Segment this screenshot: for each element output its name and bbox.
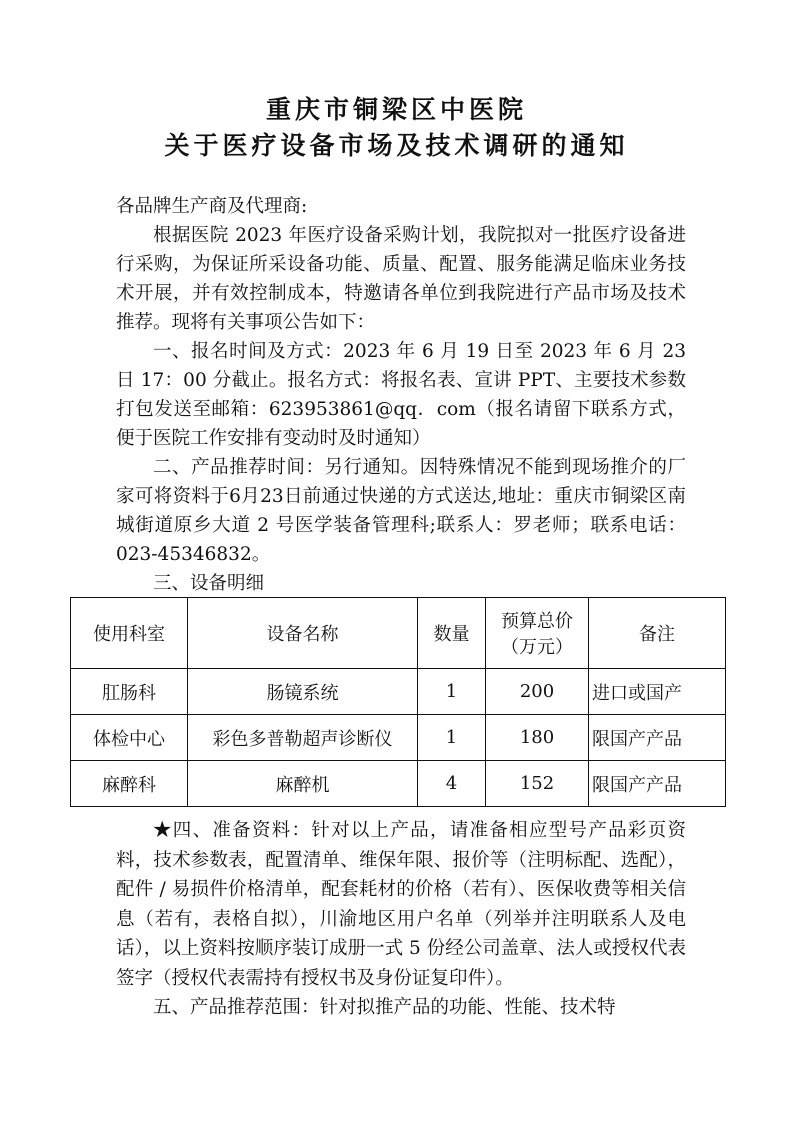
cell-quantity: 1 bbox=[418, 715, 486, 761]
table-row bbox=[71, 715, 726, 761]
table-row bbox=[71, 669, 726, 715]
cell-budget: 200 bbox=[486, 669, 589, 715]
intro-paragraph: 根据医院 2023 年医疗设备采购计划，我院拟对一批医疗设备进行采购，为保证所采设备功能、质量、配置、服务能满足临床业务技术开展，并有效控制成本，特邀请各单位到我院进行产品市场及技术推荐。现将有关事项公告如下： bbox=[116, 225, 686, 333]
equipment-table bbox=[70, 597, 726, 807]
cell-dept: 肛肠科 bbox=[71, 669, 188, 715]
cell-budget: 152 bbox=[486, 761, 589, 807]
cell-budget: 180 bbox=[486, 715, 589, 761]
section-4-paragraph: ★四、准备资料：针对以上产品，请准备相应型号产品彩页资料，技术参数表，配置清单、维保年限、报价等（注明标配、选配），配件 / 易损件价格清单，配套耗材的价格（若有）、医保收费等相关信息（若有，表格自拟），川渝地区用户名单（列举并注明联系人及电话），以上资料按顺序装订成册一式 5 份经公司盖章、法人或授权代表签字（授权代表需持有授权书及身份证复印件）。 bbox=[116, 820, 686, 989]
cell-dept: 体检中心 bbox=[71, 715, 188, 761]
cell-quantity: 4 bbox=[418, 761, 486, 807]
cell-equipment-name: 彩色多普勒超声诊断仪 bbox=[188, 715, 418, 761]
cell-equipment-name: 肠镜系统 bbox=[188, 669, 418, 715]
notice-body-continued bbox=[116, 816, 686, 1023]
header-budget-line-2: （万元） bbox=[501, 637, 573, 658]
table-row bbox=[71, 761, 726, 807]
document-title-line-1: 重庆市铜梁区中医院 bbox=[265, 95, 527, 124]
cell-quantity: 1 bbox=[418, 669, 486, 715]
notice-body bbox=[116, 192, 686, 598]
cell-remark: 限国产产品 bbox=[589, 715, 726, 761]
document-title-line-2: 关于医疗设备市场及技术调研的通知 bbox=[164, 131, 629, 160]
section-3-heading: 三、设备明细 bbox=[153, 573, 265, 594]
header-dept: 使用科室 bbox=[71, 598, 188, 669]
cell-equipment-name: 麻醉机 bbox=[188, 761, 418, 807]
cell-dept: 麻醉科 bbox=[71, 761, 188, 807]
cell-remark: 进口或国产 bbox=[589, 669, 726, 715]
table-header-row bbox=[71, 598, 726, 669]
header-budget bbox=[486, 598, 589, 669]
cell-remark: 限国产产品 bbox=[589, 761, 726, 807]
section-2-paragraph: 二、产品推荐时间：另行通知。因特殊情况不能到现场推介的厂家可将资料于6月23日前通过快递的方式送达,地址：重庆市铜梁区南城街道原乡大道 2 号医学装备管理科;联系人：罗老师；联系电话：023-45346832。 bbox=[116, 457, 686, 565]
salutation: 各品牌生产商及代理商: bbox=[116, 196, 308, 217]
header-equipment-name: 设备名称 bbox=[188, 598, 418, 669]
section-5-paragraph: 五、产品推荐范围：针对拟推产品的功能、性能、技术特 bbox=[153, 997, 616, 1018]
section-1-paragraph: 一、报名时间及方式：2023 年 6 月 19 日至 2023 年 6 月 23 日 17：00 分截止。报名方式：将报名表、宣讲 PPT、主要技术参数打包发送至邮箱：623953861@qq．com（报名请留下联系方式，便于医院工作安排有变动时及时通知） bbox=[116, 341, 686, 449]
header-remark: 备注 bbox=[589, 598, 726, 669]
header-budget-line-1: 预算总价 bbox=[501, 611, 573, 632]
header-quantity: 数量 bbox=[418, 598, 486, 669]
